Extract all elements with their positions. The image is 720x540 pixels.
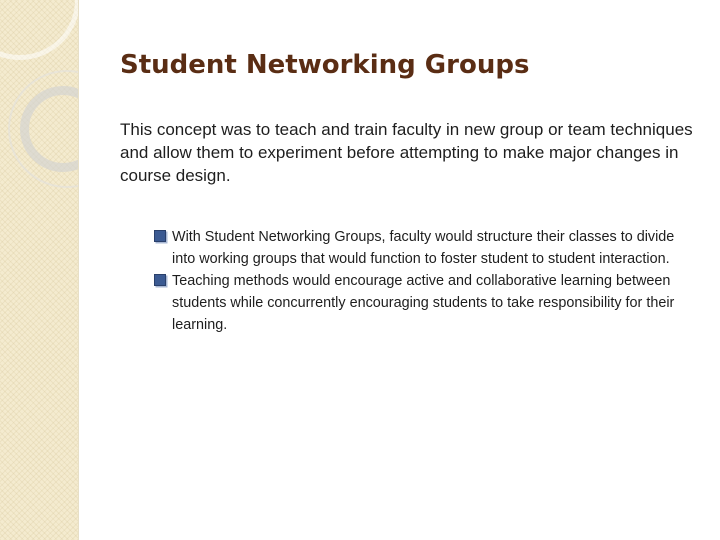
side-divider <box>78 0 79 540</box>
bullet-list <box>154 226 694 336</box>
bullet-text: With Student Networking Groups, faculty would structure their classes to divide into working groups that would function to foster student to student interaction. <box>172 229 675 267</box>
list-item <box>154 226 694 270</box>
intro-paragraph: This concept was to teach and train faculty in new group or team techniques and allow them to experiment before attempting to make major changes in course design. <box>120 120 693 185</box>
square-bullet-icon <box>154 230 166 242</box>
square-bullet-icon <box>154 274 166 286</box>
list-item <box>154 270 694 336</box>
slide-title: Student Networking Groups <box>120 50 530 80</box>
decorative-ring <box>0 0 79 60</box>
decorative-side-panel <box>0 0 79 540</box>
bullet-text: Teaching methods would encourage active and collaborative learning between students while concurrently encouraging students to take responsibility for their learning. <box>172 273 675 333</box>
